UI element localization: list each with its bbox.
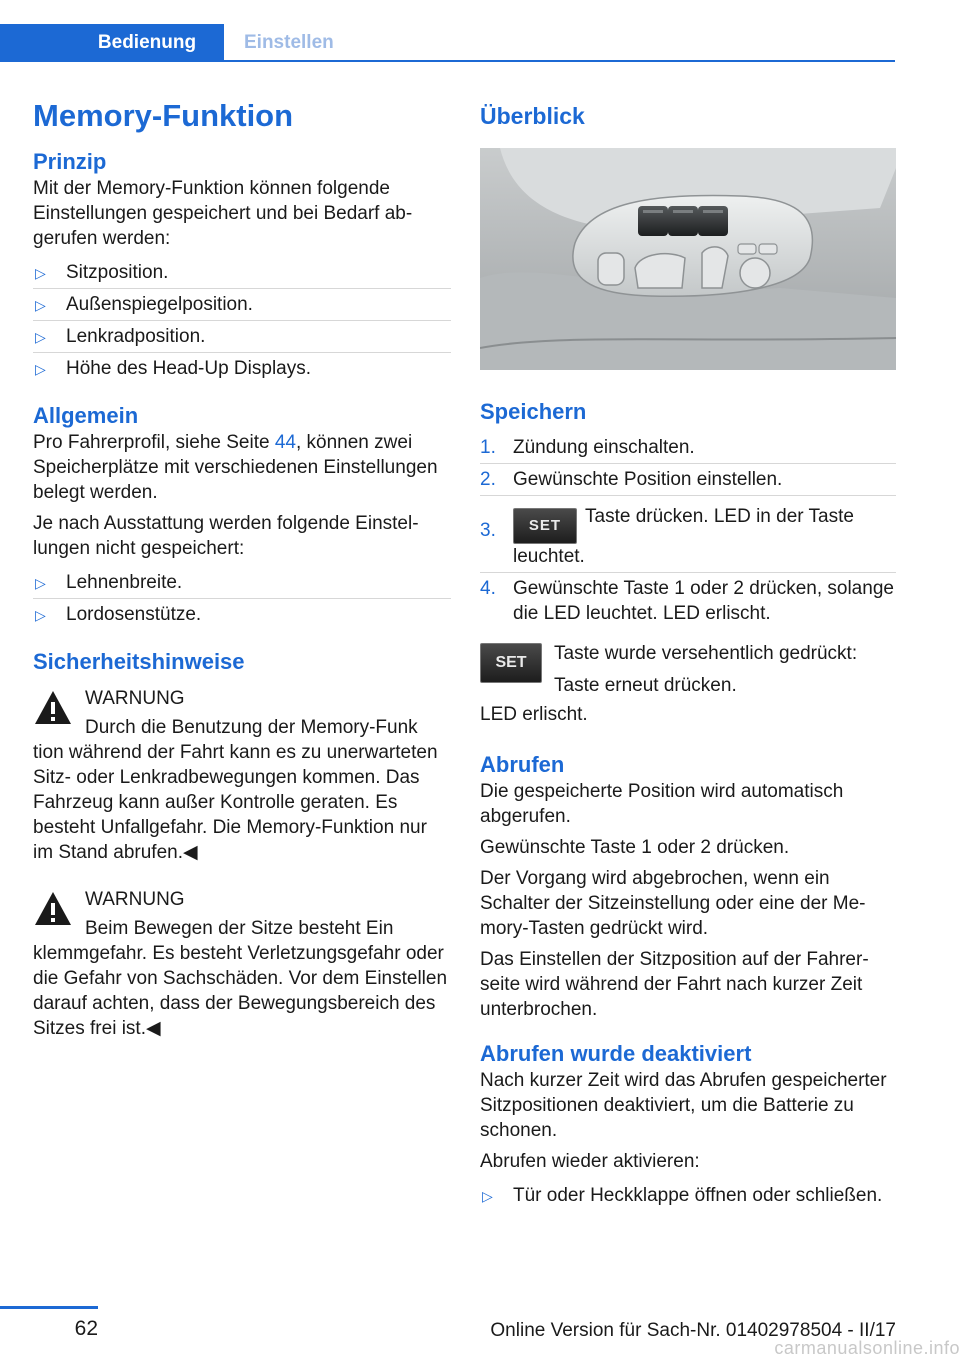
abrufen-text: Das Einstellen der Sitzposition auf der Fahrerseite wird während der Fahrt nach kurzer Zeit unterbrochen. xyxy=(480,949,869,1020)
warning-triangle-icon xyxy=(33,889,73,929)
page-title: Memory-Funktion xyxy=(33,98,294,133)
right-column xyxy=(480,96,896,1211)
tab-bedienung[interactable]: Bedienung xyxy=(0,24,224,62)
warning-block-2 xyxy=(33,887,451,1041)
deaktiviert-text: Abrufen wieder aktivieren: xyxy=(480,1151,700,1172)
list-item: ▷ Höhe des Head-Up Displays. xyxy=(35,358,312,379)
note-text: Taste erneut drücken. xyxy=(554,675,737,696)
prinzip-text: Mit der Memory-Funktion können folgende Einstellungen gespeichert und bei Bedarf abgerufen werden: xyxy=(33,178,413,249)
list-item: ▷ Tür oder Heckklappe öffnen oder schließen. xyxy=(482,1185,883,1206)
heading-sicherheitshinweise: Sicherheitshinweise xyxy=(33,649,245,674)
warning-text: Beim Bewegen der Sitze besteht Ein klemmgefahr. Es besteht Verletzungsgefahr oder die Gefahr von Sachschäden. Vor dem Einstellen darauf achten, dass der Bewegungsbereich des Sitzes frei ist.◀ xyxy=(33,918,448,1039)
allgemein-list xyxy=(33,567,451,630)
heading-speichern: Speichern xyxy=(480,399,587,424)
triangle-right-icon: ▷ xyxy=(35,607,46,623)
page-number: 62 xyxy=(74,1317,98,1340)
abrufen-text: Gewünschte Taste 1 oder 2 drücken. xyxy=(480,837,790,858)
triangle-right-icon: ▷ xyxy=(35,297,46,313)
seat-panel-illustration xyxy=(480,148,896,370)
triangle-right-icon: ▷ xyxy=(35,575,46,591)
left-column xyxy=(33,96,451,1041)
header-tabbar xyxy=(0,24,895,62)
tab-einstellen[interactable]: Einstellen xyxy=(244,32,334,53)
list-item: ▷ Sitzposition. xyxy=(33,257,451,289)
list-item: ▷ Außenspiegelposition. xyxy=(33,289,451,321)
list-item: 2. Gewünschte Position einstellen. xyxy=(480,464,896,496)
deaktiviert-text: Nach kurzer Zeit wird das Abrufen gespeicherter Sitzpositionen deaktiviert, um die Batterie zu schonen. xyxy=(480,1070,887,1141)
triangle-right-icon: ▷ xyxy=(35,265,46,281)
list-item: ▷ Lordosenstütze. xyxy=(35,604,202,625)
allgemein-text: Pro Fahrerprofil, siehe Seite 44, können zwei Speicherplätze mit verschiedenen Einstellungen belegt werden. xyxy=(33,432,438,503)
warning-triangle-icon xyxy=(33,688,73,728)
list-item: 1. Zündung einschalten. xyxy=(480,432,896,464)
list-item: ▷ Lenkradposition. xyxy=(33,321,451,353)
list-item: ▷ Lehnenbreite. xyxy=(33,567,451,599)
heading-ueberblick: Überblick xyxy=(480,103,585,129)
footer-line xyxy=(0,1306,98,1309)
warning-text: Durch die Benutzung der Memory-Funk tion während der Fahrt kann es zu unerwarteten Sitz- oder Lenkradbewegungen kommen. Das Fahrzeug kann außer Kontrolle geraten. Es besteht Unfallgefahr. Die Memory-Funktion nur im Stand abrufen.◀ xyxy=(33,717,438,863)
allgemein-text2: Je nach Ausstattung werden folgende Einstellungen nicht gespeichert: xyxy=(33,513,419,559)
triangle-right-icon: ▷ xyxy=(35,361,46,377)
online-version-text: Online Version für Sach-Nr. 01402978504 - II/17 xyxy=(490,1320,896,1341)
triangle-right-icon: ▷ xyxy=(35,329,46,345)
abrufen-text: Die gespeicherte Position wird automatisch abgerufen. xyxy=(480,781,844,827)
warning-block-1 xyxy=(33,686,451,865)
seat-memory-buttons-photo xyxy=(480,148,896,370)
prinzip-list xyxy=(33,257,451,384)
heading-prinzip: Prinzip xyxy=(33,149,107,174)
heading-allgemein: Allgemein xyxy=(33,403,139,428)
warning-title: WARNUNG xyxy=(85,889,185,910)
watermark: carmanualsonline.info xyxy=(774,1338,960,1358)
speichern-steps xyxy=(480,432,896,629)
list-item: 4. Gewünschte Taste 1 oder 2 drücken, solange die LED leuchtet. LED erlischt. xyxy=(480,578,894,624)
heading-abrufen: Abrufen xyxy=(480,752,565,777)
note-text: Taste wurde versehentlich gedrückt: xyxy=(554,643,858,664)
triangle-right-icon: ▷ xyxy=(482,1188,493,1204)
warning-title: WARNUNG xyxy=(85,688,185,709)
set-note xyxy=(480,641,896,698)
note-text: LED erlischt. xyxy=(480,704,588,725)
set-button-icon: SET xyxy=(480,643,542,683)
abrufen-text: Der Vorgang wird abgebrochen, wenn ein Schalter der Sitzeinstellung oder eine der Memory-Tasten gedrückt wird. xyxy=(480,868,866,939)
page-link-44[interactable]: 44 xyxy=(274,432,296,453)
heading-abrufen-deaktiviert: Abrufen wurde deaktiviert xyxy=(480,1041,752,1066)
list-item: 3. SET Taste drücken. LED in der Taste leuchtet. xyxy=(480,496,896,573)
set-button-icon: SET xyxy=(513,508,577,544)
deaktiviert-list xyxy=(480,1180,896,1211)
